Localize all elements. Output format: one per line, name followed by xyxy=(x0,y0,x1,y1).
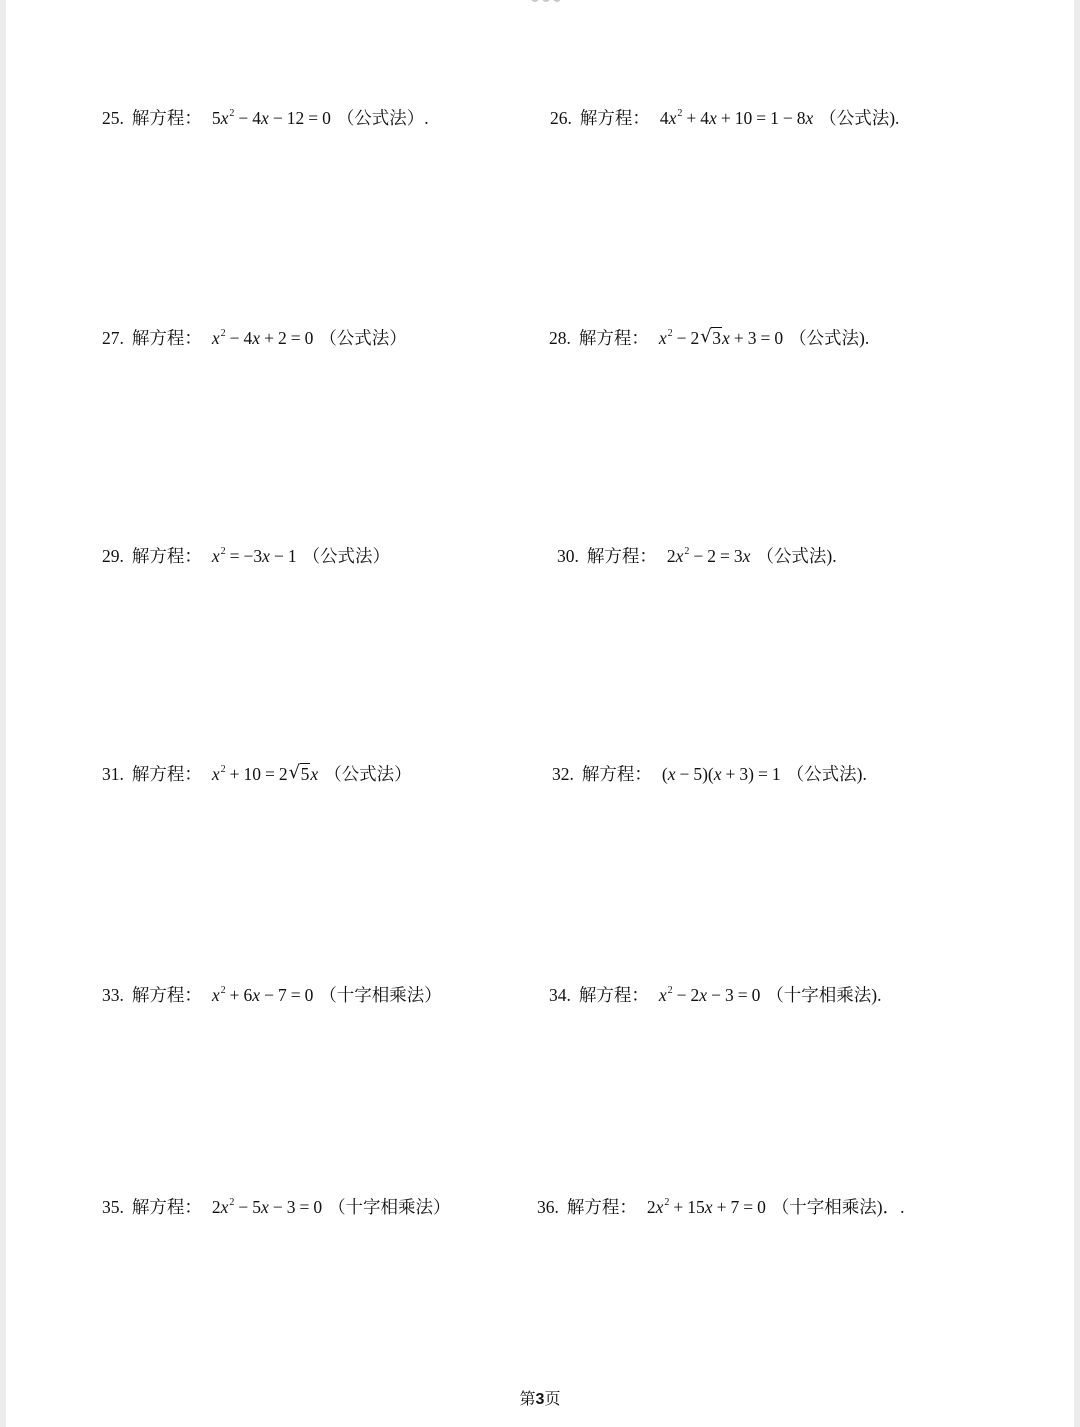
problem-prefix: 解方程： xyxy=(566,1197,637,1217)
problem-number: 34. xyxy=(549,985,571,1005)
problem-30 xyxy=(557,544,837,568)
problem-36 xyxy=(537,1195,905,1219)
equation: $2x^2 - 5x - 3 = 0$ xyxy=(211,1197,323,1217)
drag-handle[interactable] xyxy=(531,0,561,2)
problem-number: 27. xyxy=(102,328,124,348)
problem-number: 26. xyxy=(550,108,572,128)
problem-number: 25. xyxy=(102,108,124,128)
problem-33 xyxy=(102,983,442,1007)
problem-prefix: 解方程： xyxy=(579,108,650,128)
problem-prefix: 解方程： xyxy=(578,985,649,1005)
problem-31 xyxy=(102,762,412,786)
method-label: （公式法） xyxy=(319,328,407,348)
method-label: （公式法） xyxy=(324,764,412,784)
page-label-pre: 第 xyxy=(519,1391,536,1408)
page-footer xyxy=(6,1386,1074,1409)
problem-number: 35. xyxy=(102,1197,124,1217)
problem-prefix: 解方程： xyxy=(131,1197,202,1217)
problem-32 xyxy=(552,762,867,786)
equation: $5x^2 - 4x - 12 = 0$ xyxy=(211,108,331,128)
problem-29 xyxy=(102,544,390,568)
equation: $x^2 + 6x - 7 = 0$ xyxy=(211,985,314,1005)
problem-28 xyxy=(549,326,869,350)
problem-prefix: 解方程： xyxy=(581,764,652,784)
problem-number: 29. xyxy=(102,546,124,566)
problem-prefix: 解方程： xyxy=(578,328,649,348)
method-label: （公式法）. xyxy=(336,108,429,128)
problem-25 xyxy=(102,106,429,130)
page-label-post: 页 xyxy=(544,1391,561,1408)
equation: $x^2 - 4x + 2 = 0$ xyxy=(211,328,314,348)
problem-prefix: 解方程： xyxy=(131,985,202,1005)
problem-prefix: 解方程： xyxy=(131,108,202,128)
problem-number: 31. xyxy=(102,764,124,784)
equation: $2x^2 + 15x + 7 = 0$ xyxy=(646,1197,766,1217)
problem-27 xyxy=(102,326,407,350)
equation: $x^2 - 2x - 3 = 0$ xyxy=(658,985,761,1005)
problem-prefix: 解方程： xyxy=(131,328,202,348)
problem-34 xyxy=(549,983,882,1007)
method-label: （十字相乘法)．. xyxy=(771,1197,905,1217)
problem-prefix: 解方程： xyxy=(586,546,657,566)
problem-35 xyxy=(102,1195,451,1219)
problem-prefix: 解方程： xyxy=(131,764,202,784)
method-label: （公式法） xyxy=(302,546,391,566)
method-label: （公式法). xyxy=(756,546,837,566)
method-label: （十字相乘法). xyxy=(766,985,882,1005)
equation: $x^2 - 2√$ 3x + 3 = 0 xyxy=(659,328,783,348)
problem-number: 36. xyxy=(537,1197,559,1217)
problem-prefix: 解方程： xyxy=(131,546,202,566)
equation: $4x^2 + 4x + 10 = 1 - 8x$ xyxy=(659,108,814,128)
equation: $2x^2 - 2 = 3x$ xyxy=(666,546,751,566)
problem-number: 30. xyxy=(557,546,579,566)
method-label: （十字相乘法） xyxy=(328,1197,451,1217)
method-label: （十字相乘法） xyxy=(319,985,442,1005)
problem-number: 28. xyxy=(549,328,571,348)
problem-number: 32. xyxy=(552,764,574,784)
method-label: （公式法). xyxy=(789,328,870,348)
page-number: 3 xyxy=(535,1391,545,1408)
method-label: （公式法). xyxy=(819,108,900,128)
equation: (x − 5)(x + 3) = 1 xyxy=(661,764,781,784)
equation: $x^2 + 10 = 2√$ 5x xyxy=(212,764,318,784)
method-label: （公式法). xyxy=(786,764,867,784)
equation: $x^2 = -3x - 1$ xyxy=(211,546,297,566)
problem-number: 33. xyxy=(102,985,124,1005)
problem-26 xyxy=(550,106,899,130)
document-page xyxy=(6,0,1074,1427)
